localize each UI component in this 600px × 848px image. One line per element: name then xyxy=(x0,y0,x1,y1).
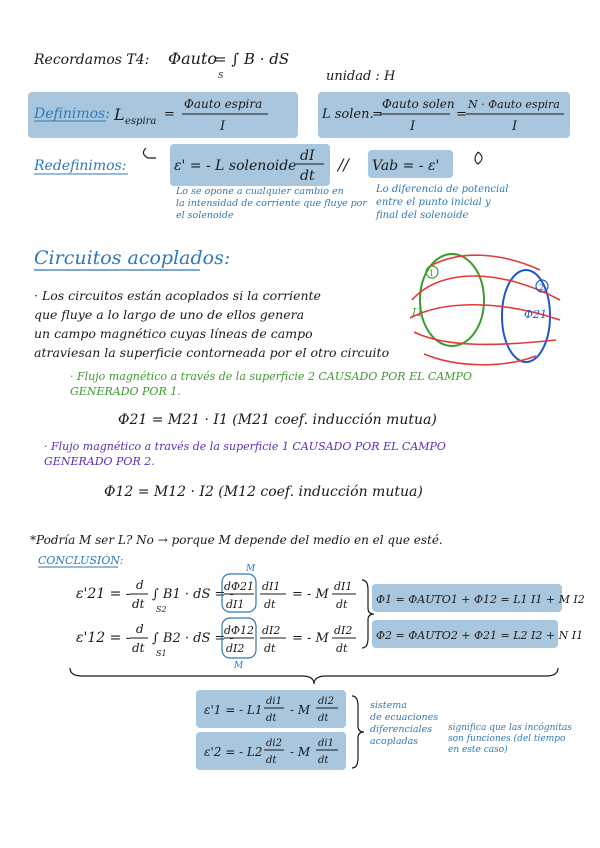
eq2-box-den: dI2 xyxy=(226,642,245,655)
system-note-2-line: significa que las incógnitas xyxy=(448,723,572,733)
eq2-f2-num: dI2 xyxy=(262,624,281,637)
l-solen-numerator: Φauto solen xyxy=(382,97,455,111)
bottom-brace-icon xyxy=(70,668,558,684)
flux21-description-line: · Flujo magnético a través de la superficie 2 CAUSADO POR EL CAMPO xyxy=(70,370,472,383)
sys-eq1-f1-num: di1 xyxy=(266,696,282,707)
eq1-integral-lower: S2 xyxy=(156,605,167,614)
system-brace-icon xyxy=(352,696,364,768)
phi-auto-symbol: Φauto xyxy=(168,49,218,68)
eq2-integral: ∫ B2 · dS = - xyxy=(152,631,234,646)
eq2-d: d xyxy=(136,622,144,636)
sys-eq1-f2-num: di2 xyxy=(318,696,334,707)
sys-eq1-lhs: ε'1 = - L1 xyxy=(204,703,263,717)
acoplados-description xyxy=(34,288,389,360)
vab-equation: Vab = - ε' xyxy=(372,158,440,174)
sys-eq2-f1-num: di2 xyxy=(266,738,282,749)
eq2-integral-lower: S1 xyxy=(156,649,167,658)
eq1-d: d xyxy=(136,578,144,592)
flux12-description-line: · Flujo magnético a través de la superficie 1 CAUSADO POR EL CAMPO xyxy=(44,440,446,453)
eq1-box-den: dI1 xyxy=(226,598,245,611)
eq2-dt: dt xyxy=(132,641,145,655)
epsilon-denominator: dt xyxy=(300,168,315,184)
integral-lower-s: S xyxy=(218,71,224,80)
l-espira-subscript: espira xyxy=(125,116,157,127)
eq1-dt: dt xyxy=(132,597,145,611)
eq1-f3-den: dt xyxy=(336,598,348,611)
l-solen-symbol: L solen. xyxy=(322,107,374,122)
system-note-line: sistema xyxy=(370,700,407,711)
system-note-line: acopladas xyxy=(370,736,419,747)
eq1-f2-num: dI1 xyxy=(262,580,281,593)
circuit-1-label: 1 xyxy=(429,269,435,278)
sys-eq2-lhs: ε'2 = - L2 xyxy=(204,745,263,759)
redefinimos-note-left xyxy=(175,186,368,221)
definimos-label: Definimos: xyxy=(34,106,110,122)
acoplados-title: Circuitos acoplados: xyxy=(34,247,231,269)
eq2-box-m: M xyxy=(234,661,244,671)
phi1-equation: Φ1 = ΦAUTO1 + Φ12 = L1 I1 + M I2 xyxy=(376,593,585,606)
svg-text:=: = xyxy=(456,107,467,122)
acoplados-description-line: que fluye a lo largo de uno de ellos genera xyxy=(34,307,305,322)
system-note-2 xyxy=(448,722,572,755)
system-note-line: de ecuaciones xyxy=(370,712,439,723)
l-espira-numerator: Φauto espira xyxy=(184,97,263,111)
sys-eq2-f1-den: dt xyxy=(266,755,277,766)
phi-auto-integral: = ∫ B · dS xyxy=(214,50,290,68)
eq1-lhs: ε'21 = - xyxy=(76,586,131,602)
eq2-eq-m: = - M xyxy=(292,631,329,646)
phi2-equation: Φ2 = ΦAUTO2 + Φ21 = L2 I2 + N I1 xyxy=(376,629,584,642)
eq2-f3-num: dI2 xyxy=(334,624,353,637)
eq1-box-num: dΦ21 xyxy=(224,580,255,593)
system-note-2-line: en este caso) xyxy=(448,745,508,755)
sys-eq2-f2-num: di1 xyxy=(318,738,334,749)
unidad-henrio: unidad : H xyxy=(326,69,396,84)
flux21-description-line: GENERADO POR 1. xyxy=(70,385,181,398)
svg-text:=: = xyxy=(372,107,383,122)
circuit-2-label: 2 xyxy=(539,283,545,292)
hook-arrow-icon xyxy=(475,152,482,164)
epsilon-numerator: dI xyxy=(300,148,315,164)
system-note xyxy=(370,700,438,747)
eq1-integral: ∫ B1 · dS = - xyxy=(152,587,234,602)
sys-eq1-f1-den: dt xyxy=(266,713,277,724)
system-note-2-line: son funciones (del tiempo xyxy=(448,734,566,744)
current-i1-label: I1 xyxy=(412,306,424,319)
question-m-vs-l: *Podría M ser L? No → porque M depende del medio en el que esté. xyxy=(30,533,443,547)
hook-arrow-icon xyxy=(143,148,156,158)
acoplados-description-line: atraviesan la superficie contorneada por el otro circuito xyxy=(34,345,390,360)
redefinimos-note-right xyxy=(375,184,508,221)
eq2-box-num: dΦ12 xyxy=(224,624,255,637)
svg-text:=: = xyxy=(164,107,175,122)
coupled-circuits-diagram xyxy=(410,254,560,365)
separator-slashes: // xyxy=(338,155,349,174)
l-espira-denominator: I xyxy=(220,119,226,134)
sys-eq1-f2-den: dt xyxy=(318,713,329,724)
redefinimos-note-left-line: el solenoide xyxy=(176,210,234,221)
field-line xyxy=(430,255,540,270)
eq1-f2-den: dt xyxy=(264,598,276,611)
redefinimos-note-right-line: final del solenoide xyxy=(376,210,469,221)
acoplados-description-line: · Los circuitos están acoplados si la corriente xyxy=(34,288,321,303)
redefinimos-note-left-line: Lo se opone a cualquier cambio en xyxy=(176,186,344,197)
eq2-f2-den: dt xyxy=(264,642,276,655)
flux21-description xyxy=(70,370,472,398)
redefinimos-label: Redefinimos: xyxy=(34,158,127,174)
circuit-1-loop xyxy=(420,254,484,346)
recordamos-label: Recordamos T4: xyxy=(34,52,150,68)
eq-phi21: Φ21 = M21 · I1 (M21 coef. inducción mutua) xyxy=(118,412,437,428)
l-solen-denominator: I xyxy=(410,119,416,134)
eq2-lhs: ε'12 = - xyxy=(76,630,131,646)
l-solen-numerator-2: N · Φauto espira xyxy=(468,98,560,111)
flux12-description-line: GENERADO POR 2. xyxy=(44,455,155,468)
sys-eq1-mid: - M xyxy=(290,703,311,717)
sys-eq2-f2-den: dt xyxy=(318,755,329,766)
eq-phi12: Φ12 = M12 · I2 (M12 coef. inducción mutua) xyxy=(104,484,423,500)
conclusion-label: CONCLUSIÓN: xyxy=(38,554,124,567)
l-solen-denominator-2: I xyxy=(512,119,518,134)
l-espira-symbol: L xyxy=(114,105,125,124)
sys-eq2-mid: - M xyxy=(290,745,311,759)
phi21-label: Φ21 xyxy=(524,308,548,321)
redefinimos-note-right-line: Lo diferencia de potencial xyxy=(376,184,509,195)
redefinimos-note-right-line: entre el punto inicial y xyxy=(376,197,491,208)
epsilon-equation: ε' = - L solenoide xyxy=(174,158,297,174)
system-note-line: diferenciales xyxy=(370,724,433,735)
eq1-f3-num: dI1 xyxy=(334,580,353,593)
field-line xyxy=(412,276,560,300)
redefinimos-note-left-line: la intensidad de corriente que fluye por xyxy=(176,198,367,209)
eq1-eq-m: = - M xyxy=(292,587,329,602)
eq2-f3-den: dt xyxy=(336,642,348,655)
flux12-description xyxy=(44,440,446,468)
acoplados-description-line: un campo magnético cuyas líneas de campo xyxy=(34,326,313,341)
eq1-box-m: M xyxy=(246,564,256,574)
